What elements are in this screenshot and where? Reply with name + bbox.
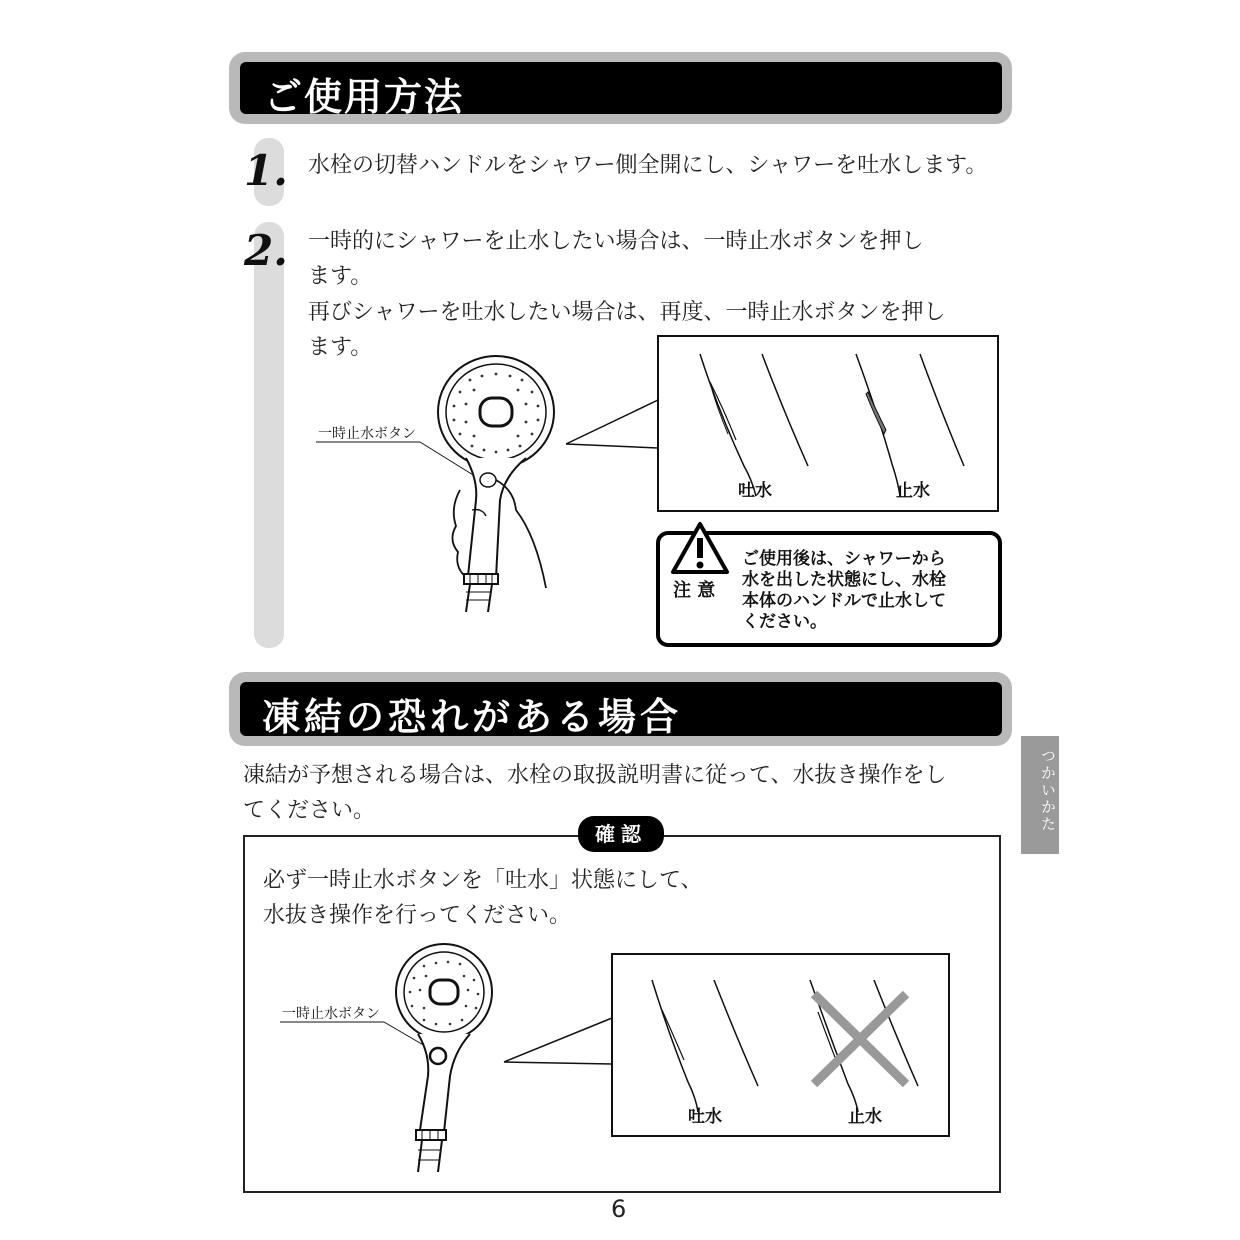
section-title-usage: ご使用方法 [264,75,465,119]
step-2-line-3: 再びシャワーを吐水したい場合は、再度、一時止水ボタンを押し [308,300,946,325]
figure-2-detail-box [612,954,949,1136]
side-tab[interactable]: つかいかた [1021,736,1059,854]
warning-icon [669,520,731,576]
section-header-freeze [240,682,1002,739]
caution-line-3: 本体のハンドルで止水して [742,591,946,611]
confirm-line-1: 必ず一時止水ボタンを「吐水」状態にして、 [263,868,703,893]
section-title-freeze: 凍結の恐れがある場合 [262,695,683,739]
step-1-text: 水栓の切替ハンドルをシャワー側全開にし、シャワーを吐水します。 [308,153,988,178]
figure-2-state-open: 吐水 [688,1107,722,1127]
figure-2 [270,936,970,1181]
step-2-number: 2. [244,226,288,275]
page-number: 6 [611,1195,627,1223]
freeze-line-1: 凍結が予想される場合は、水栓の取扱説明書に従って、水抜き操作をし [243,763,947,788]
caution-line-1: ご使用後は、シャワーから [742,549,946,569]
step-2-line-2: ます。 [308,264,373,289]
freeze-line-2: てください。 [243,798,376,823]
caution-label: 注 意 [673,580,716,601]
confirm-badge: 確認 [578,816,664,852]
figure-2-callout-label: 一時止水ボタン [282,1006,380,1022]
figure-1-state-closed: 止水 [896,481,930,501]
shower-head-illustration-2 [396,944,492,1172]
figure-1-state-open: 吐水 [738,481,772,501]
step-2-line-1: 一時的にシャワーを止水したい場合は、一時止水ボタンを押し [308,229,924,254]
step-2-bar [254,222,284,648]
step-2-line-4: ます。 [308,335,373,360]
shower-head-illustration [438,356,554,612]
confirm-line-2: 水抜き操作を行ってください。 [263,903,572,928]
caution-line-4: ください。 [742,612,827,632]
section-header-usage [240,62,1002,119]
caution-line-2: 水を出した状態にし、水栓 [742,570,946,590]
step-1-number: 1. [244,146,288,195]
figure-1-callout-label: 一時止水ボタン [318,426,416,442]
figure-2-state-closed: 止水 [848,1107,882,1127]
